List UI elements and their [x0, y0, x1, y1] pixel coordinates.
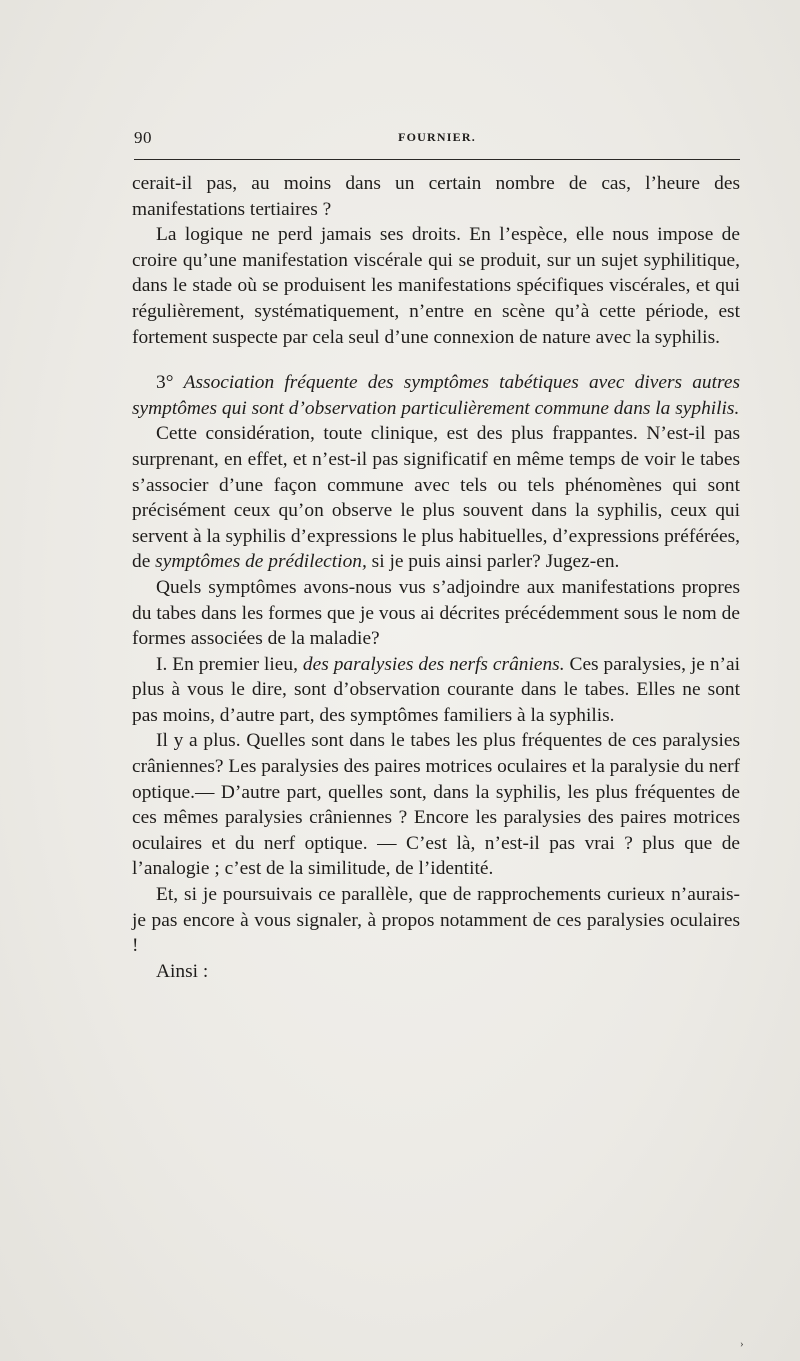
paragraph-4-part-2: si je puis ainsi parler? Jugez-en.: [371, 551, 620, 573]
section-heading: [132, 370, 740, 421]
paragraph-6-rest: Ces paralysies, je n’ai plus à vous le dire, sont d’observation courante dans le tabes. Elles ne sont pas moins, d’autre part, des symptômes familiers à la syphilis.: [132, 653, 740, 726]
paragraph-4-emphasis: symptômes de prédilection,: [155, 551, 367, 573]
running-title: FOURNIER.: [398, 130, 476, 144]
paragraph-4-part-1: Cette considération, toute clinique, est des plus frappantes. N’est-il pas surprenant, en effet, et n’est-il pas significatif en même temps de voir le tabes s’associer d’une façon commune avec tels ou tels phénomènes qui sont précisément ceux qu’on observe le plus souvent dans la syphilis, ceux qui servent à la syphilis d’expressions le plus habituelles, d’expressions préférées, de: [132, 423, 740, 573]
section-title: Association fréquente des symptômes tabétiques avec divers autres symptômes qui sont d’observation particulièrement commune dans la syphilis.: [132, 372, 740, 419]
paragraph-7: Il y a plus. Quelles sont dans le tabes les plus fréquentes de ces paralysies crâniennes? Les paralysies des paires motrices oculaires et la paralysie du nerf optique.— D’autre part, quelles sont, dans la syphilis, les plus fréquentes de ces mêmes paralysies crâniennes ? Encore les paralysies des paires motrices oculaires et du nerf optique. — C’est là, n’est-il pas vrai ? plus que de l’analogie ; c’est de la similitude, de l’identité.: [132, 730, 740, 880]
paragraph-5: Quels symptômes avons-nous vus s’adjoindre aux manifestations propres du tabes dans les formes que je vous ai décrites précédemment sous le nom de formes associées de la maladie?: [132, 576, 740, 650]
paragraph-2: La logique ne perd jamais ses droits. En l’espèce, elle nous impose de croire qu’une manifestation viscérale qui se produit, sur un sujet syphilitique, dans le stade où se produisent les manifestations spécifiques viscérales, et qui régulièrement, systématiquement, n’entre en scène qu’à cette période, est fortement suspecte par cela seul d’une connexion de nature avec la syphilis.: [132, 224, 740, 348]
body-text: [132, 171, 740, 984]
paragraph-8: Et, si je poursuivais ce parallèle, que de rapprochements curieux n’aurais-je pas encore à vous signaler, à propos notamment de ces paralysies oculaires !: [132, 884, 740, 957]
paragraph-9: Ainsi :: [156, 960, 209, 982]
margin-mark: ›: [740, 1338, 744, 1350]
section-number: 3°: [156, 372, 174, 394]
header-rule: [134, 159, 740, 160]
paragraph-1: cerait-il pas, au moins dans un certain nombre de cas, l’heure des manifestations tertiaires ?: [132, 173, 740, 220]
paragraph-4: [132, 421, 740, 575]
paragraph-6-emphasis: des paralysies des nerfs crâniens.: [302, 653, 565, 675]
running-head: [134, 126, 740, 150]
paragraph-6-lead: I. En premier lieu,: [156, 653, 298, 675]
page-number: 90: [134, 128, 152, 147]
paragraph-6: [132, 652, 740, 729]
